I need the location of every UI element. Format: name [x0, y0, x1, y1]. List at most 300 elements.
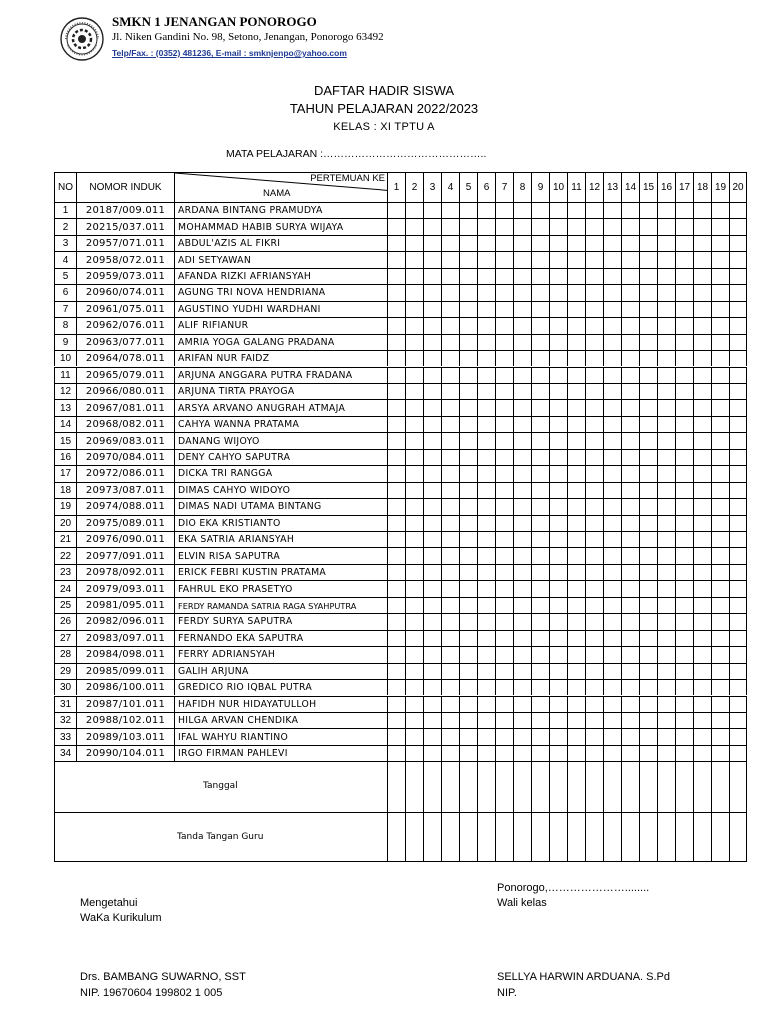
- attendance-cell[interactable]: [567, 317, 585, 333]
- attendance-cell[interactable]: [675, 432, 693, 448]
- attendance-cell[interactable]: [459, 367, 477, 383]
- attendance-cell[interactable]: [585, 696, 603, 712]
- footer-cell[interactable]: [495, 761, 513, 811]
- attendance-cell[interactable]: [459, 613, 477, 629]
- attendance-cell[interactable]: [387, 646, 405, 662]
- attendance-cell[interactable]: [567, 646, 585, 662]
- attendance-cell[interactable]: [657, 728, 675, 744]
- attendance-cell[interactable]: [639, 515, 657, 531]
- attendance-cell[interactable]: [567, 728, 585, 744]
- attendance-cell[interactable]: [711, 432, 729, 448]
- footer-cell[interactable]: [531, 812, 549, 862]
- attendance-cell[interactable]: [405, 745, 423, 761]
- attendance-cell[interactable]: [531, 432, 549, 448]
- attendance-cell[interactable]: [603, 367, 621, 383]
- attendance-cell[interactable]: [387, 498, 405, 514]
- attendance-cell[interactable]: [549, 712, 567, 728]
- footer-cell[interactable]: [531, 761, 549, 811]
- attendance-cell[interactable]: [477, 745, 495, 761]
- attendance-cell[interactable]: [531, 301, 549, 317]
- attendance-cell[interactable]: [657, 251, 675, 267]
- attendance-cell[interactable]: [423, 630, 441, 646]
- attendance-cell[interactable]: [531, 202, 549, 218]
- attendance-cell[interactable]: [567, 268, 585, 284]
- footer-cell[interactable]: [621, 761, 639, 811]
- attendance-cell[interactable]: [405, 383, 423, 399]
- attendance-cell[interactable]: [675, 696, 693, 712]
- attendance-cell[interactable]: [549, 202, 567, 218]
- attendance-cell[interactable]: [387, 251, 405, 267]
- attendance-cell[interactable]: [387, 465, 405, 481]
- attendance-cell[interactable]: [729, 613, 747, 629]
- attendance-cell[interactable]: [603, 449, 621, 465]
- attendance-cell[interactable]: [477, 712, 495, 728]
- attendance-cell[interactable]: [675, 547, 693, 563]
- attendance-cell[interactable]: [675, 630, 693, 646]
- attendance-cell[interactable]: [405, 630, 423, 646]
- attendance-cell[interactable]: [621, 334, 639, 350]
- attendance-cell[interactable]: [603, 251, 621, 267]
- attendance-cell[interactable]: [603, 202, 621, 218]
- attendance-cell[interactable]: [549, 218, 567, 234]
- attendance-cell[interactable]: [657, 547, 675, 563]
- attendance-cell[interactable]: [477, 301, 495, 317]
- attendance-cell[interactable]: [423, 202, 441, 218]
- attendance-cell[interactable]: [531, 515, 549, 531]
- attendance-cell[interactable]: [729, 416, 747, 432]
- attendance-cell[interactable]: [603, 564, 621, 580]
- attendance-cell[interactable]: [603, 235, 621, 251]
- attendance-cell[interactable]: [621, 399, 639, 415]
- attendance-cell[interactable]: [387, 482, 405, 498]
- attendance-cell[interactable]: [729, 301, 747, 317]
- attendance-cell[interactable]: [477, 367, 495, 383]
- attendance-cell[interactable]: [675, 531, 693, 547]
- attendance-cell[interactable]: [423, 432, 441, 448]
- attendance-cell[interactable]: [531, 399, 549, 415]
- attendance-cell[interactable]: [477, 613, 495, 629]
- attendance-cell[interactable]: [729, 317, 747, 333]
- attendance-cell[interactable]: [549, 728, 567, 744]
- attendance-cell[interactable]: [603, 630, 621, 646]
- attendance-cell[interactable]: [549, 284, 567, 300]
- attendance-cell[interactable]: [603, 301, 621, 317]
- attendance-cell[interactable]: [441, 696, 459, 712]
- attendance-cell[interactable]: [495, 498, 513, 514]
- attendance-cell[interactable]: [675, 613, 693, 629]
- attendance-cell[interactable]: [495, 515, 513, 531]
- attendance-cell[interactable]: [693, 728, 711, 744]
- footer-cell[interactable]: [585, 761, 603, 811]
- attendance-cell[interactable]: [459, 564, 477, 580]
- attendance-cell[interactable]: [729, 547, 747, 563]
- attendance-cell[interactable]: [693, 531, 711, 547]
- attendance-cell[interactable]: [459, 515, 477, 531]
- attendance-cell[interactable]: [729, 367, 747, 383]
- attendance-cell[interactable]: [441, 630, 459, 646]
- attendance-cell[interactable]: [693, 515, 711, 531]
- attendance-cell[interactable]: [693, 547, 711, 563]
- attendance-cell[interactable]: [477, 531, 495, 547]
- attendance-cell[interactable]: [405, 679, 423, 695]
- attendance-cell[interactable]: [531, 367, 549, 383]
- attendance-cell[interactable]: [441, 646, 459, 662]
- attendance-cell[interactable]: [549, 745, 567, 761]
- attendance-cell[interactable]: [621, 696, 639, 712]
- attendance-cell[interactable]: [693, 564, 711, 580]
- attendance-cell[interactable]: [513, 399, 531, 415]
- attendance-cell[interactable]: [621, 367, 639, 383]
- attendance-cell[interactable]: [729, 350, 747, 366]
- attendance-cell[interactable]: [603, 465, 621, 481]
- attendance-cell[interactable]: [567, 597, 585, 613]
- attendance-cell[interactable]: [513, 482, 531, 498]
- attendance-cell[interactable]: [639, 630, 657, 646]
- attendance-cell[interactable]: [693, 432, 711, 448]
- attendance-cell[interactable]: [639, 580, 657, 596]
- attendance-cell[interactable]: [495, 630, 513, 646]
- attendance-cell[interactable]: [549, 317, 567, 333]
- attendance-cell[interactable]: [567, 251, 585, 267]
- attendance-cell[interactable]: [549, 432, 567, 448]
- attendance-cell[interactable]: [729, 696, 747, 712]
- attendance-cell[interactable]: [459, 696, 477, 712]
- footer-cell[interactable]: [729, 812, 747, 862]
- attendance-cell[interactable]: [495, 745, 513, 761]
- attendance-cell[interactable]: [639, 251, 657, 267]
- attendance-cell[interactable]: [405, 202, 423, 218]
- attendance-cell[interactable]: [639, 268, 657, 284]
- attendance-cell[interactable]: [693, 580, 711, 596]
- footer-cell[interactable]: [711, 812, 729, 862]
- attendance-cell[interactable]: [549, 268, 567, 284]
- attendance-cell[interactable]: [603, 432, 621, 448]
- attendance-cell[interactable]: [459, 202, 477, 218]
- attendance-cell[interactable]: [729, 515, 747, 531]
- attendance-cell[interactable]: [459, 465, 477, 481]
- attendance-cell[interactable]: [531, 482, 549, 498]
- attendance-cell[interactable]: [423, 712, 441, 728]
- attendance-cell[interactable]: [459, 268, 477, 284]
- attendance-cell[interactable]: [585, 646, 603, 662]
- attendance-cell[interactable]: [531, 679, 549, 695]
- attendance-cell[interactable]: [531, 580, 549, 596]
- attendance-cell[interactable]: [441, 564, 459, 580]
- attendance-cell[interactable]: [585, 630, 603, 646]
- attendance-cell[interactable]: [441, 268, 459, 284]
- attendance-cell[interactable]: [477, 399, 495, 415]
- attendance-cell[interactable]: [513, 317, 531, 333]
- attendance-cell[interactable]: [477, 482, 495, 498]
- attendance-cell[interactable]: [405, 268, 423, 284]
- attendance-cell[interactable]: [531, 465, 549, 481]
- attendance-cell[interactable]: [567, 696, 585, 712]
- attendance-cell[interactable]: [531, 235, 549, 251]
- attendance-cell[interactable]: [459, 251, 477, 267]
- attendance-cell[interactable]: [387, 399, 405, 415]
- attendance-cell[interactable]: [729, 580, 747, 596]
- attendance-cell[interactable]: [657, 218, 675, 234]
- attendance-cell[interactable]: [657, 630, 675, 646]
- attendance-cell[interactable]: [495, 449, 513, 465]
- attendance-cell[interactable]: [621, 383, 639, 399]
- attendance-cell[interactable]: [693, 745, 711, 761]
- attendance-cell[interactable]: [405, 350, 423, 366]
- attendance-cell[interactable]: [639, 416, 657, 432]
- attendance-cell[interactable]: [657, 531, 675, 547]
- attendance-cell[interactable]: [387, 663, 405, 679]
- attendance-cell[interactable]: [387, 580, 405, 596]
- footer-cell[interactable]: [693, 812, 711, 862]
- attendance-cell[interactable]: [441, 350, 459, 366]
- attendance-cell[interactable]: [639, 350, 657, 366]
- attendance-cell[interactable]: [441, 202, 459, 218]
- attendance-cell[interactable]: [513, 218, 531, 234]
- attendance-cell[interactable]: [495, 399, 513, 415]
- footer-cell[interactable]: [423, 761, 441, 811]
- attendance-cell[interactable]: [405, 547, 423, 563]
- footer-cell[interactable]: [513, 761, 531, 811]
- attendance-cell[interactable]: [477, 449, 495, 465]
- attendance-cell[interactable]: [405, 235, 423, 251]
- attendance-cell[interactable]: [513, 547, 531, 563]
- attendance-cell[interactable]: [531, 663, 549, 679]
- attendance-cell[interactable]: [477, 202, 495, 218]
- attendance-cell[interactable]: [603, 482, 621, 498]
- attendance-cell[interactable]: [513, 334, 531, 350]
- attendance-cell[interactable]: [675, 202, 693, 218]
- attendance-cell[interactable]: [405, 515, 423, 531]
- attendance-cell[interactable]: [477, 679, 495, 695]
- attendance-cell[interactable]: [423, 284, 441, 300]
- attendance-cell[interactable]: [675, 268, 693, 284]
- attendance-cell[interactable]: [657, 350, 675, 366]
- attendance-cell[interactable]: [549, 350, 567, 366]
- attendance-cell[interactable]: [657, 334, 675, 350]
- attendance-cell[interactable]: [693, 367, 711, 383]
- attendance-cell[interactable]: [621, 515, 639, 531]
- attendance-cell[interactable]: [639, 432, 657, 448]
- attendance-cell[interactable]: [387, 745, 405, 761]
- attendance-cell[interactable]: [567, 498, 585, 514]
- attendance-cell[interactable]: [405, 580, 423, 596]
- attendance-cell[interactable]: [603, 696, 621, 712]
- attendance-cell[interactable]: [513, 301, 531, 317]
- attendance-cell[interactable]: [603, 284, 621, 300]
- attendance-cell[interactable]: [441, 399, 459, 415]
- attendance-cell[interactable]: [459, 712, 477, 728]
- attendance-cell[interactable]: [567, 432, 585, 448]
- attendance-cell[interactable]: [387, 613, 405, 629]
- attendance-cell[interactable]: [387, 334, 405, 350]
- attendance-cell[interactable]: [675, 498, 693, 514]
- attendance-cell[interactable]: [495, 432, 513, 448]
- attendance-cell[interactable]: [405, 218, 423, 234]
- attendance-cell[interactable]: [477, 580, 495, 596]
- attendance-cell[interactable]: [441, 465, 459, 481]
- attendance-cell[interactable]: [693, 449, 711, 465]
- attendance-cell[interactable]: [657, 646, 675, 662]
- attendance-cell[interactable]: [675, 597, 693, 613]
- attendance-cell[interactable]: [549, 547, 567, 563]
- attendance-cell[interactable]: [621, 663, 639, 679]
- attendance-cell[interactable]: [711, 268, 729, 284]
- attendance-cell[interactable]: [387, 350, 405, 366]
- attendance-cell[interactable]: [567, 383, 585, 399]
- attendance-cell[interactable]: [459, 646, 477, 662]
- attendance-cell[interactable]: [711, 449, 729, 465]
- attendance-cell[interactable]: [549, 301, 567, 317]
- attendance-cell[interactable]: [639, 465, 657, 481]
- attendance-cell[interactable]: [585, 449, 603, 465]
- attendance-cell[interactable]: [675, 465, 693, 481]
- attendance-cell[interactable]: [441, 745, 459, 761]
- attendance-cell[interactable]: [477, 383, 495, 399]
- footer-cell[interactable]: [567, 761, 585, 811]
- footer-cell[interactable]: [495, 812, 513, 862]
- attendance-cell[interactable]: [729, 679, 747, 695]
- attendance-cell[interactable]: [639, 284, 657, 300]
- attendance-cell[interactable]: [477, 416, 495, 432]
- footer-cell[interactable]: [477, 761, 495, 811]
- attendance-cell[interactable]: [603, 663, 621, 679]
- attendance-cell[interactable]: [441, 515, 459, 531]
- attendance-cell[interactable]: [531, 564, 549, 580]
- attendance-cell[interactable]: [423, 317, 441, 333]
- attendance-cell[interactable]: [441, 679, 459, 695]
- attendance-cell[interactable]: [711, 663, 729, 679]
- attendance-cell[interactable]: [657, 399, 675, 415]
- attendance-cell[interactable]: [657, 679, 675, 695]
- attendance-cell[interactable]: [639, 235, 657, 251]
- attendance-cell[interactable]: [549, 383, 567, 399]
- attendance-cell[interactable]: [585, 547, 603, 563]
- attendance-cell[interactable]: [513, 251, 531, 267]
- attendance-cell[interactable]: [603, 728, 621, 744]
- attendance-cell[interactable]: [531, 728, 549, 744]
- attendance-cell[interactable]: [621, 235, 639, 251]
- attendance-cell[interactable]: [477, 630, 495, 646]
- attendance-cell[interactable]: [387, 301, 405, 317]
- attendance-cell[interactable]: [387, 432, 405, 448]
- attendance-cell[interactable]: [423, 597, 441, 613]
- attendance-cell[interactable]: [513, 235, 531, 251]
- attendance-cell[interactable]: [459, 334, 477, 350]
- attendance-cell[interactable]: [459, 383, 477, 399]
- attendance-cell[interactable]: [495, 416, 513, 432]
- attendance-cell[interactable]: [495, 679, 513, 695]
- footer-cell[interactable]: [711, 761, 729, 811]
- footer-cell[interactable]: [603, 761, 621, 811]
- footer-cell[interactable]: [621, 812, 639, 862]
- attendance-cell[interactable]: [603, 383, 621, 399]
- attendance-cell[interactable]: [405, 613, 423, 629]
- attendance-cell[interactable]: [693, 613, 711, 629]
- attendance-cell[interactable]: [567, 482, 585, 498]
- attendance-cell[interactable]: [675, 367, 693, 383]
- attendance-cell[interactable]: [675, 449, 693, 465]
- attendance-cell[interactable]: [639, 745, 657, 761]
- attendance-cell[interactable]: [423, 350, 441, 366]
- attendance-cell[interactable]: [621, 745, 639, 761]
- attendance-cell[interactable]: [585, 482, 603, 498]
- attendance-cell[interactable]: [603, 334, 621, 350]
- attendance-cell[interactable]: [603, 712, 621, 728]
- attendance-cell[interactable]: [603, 613, 621, 629]
- attendance-cell[interactable]: [639, 547, 657, 563]
- attendance-cell[interactable]: [531, 498, 549, 514]
- attendance-cell[interactable]: [603, 498, 621, 514]
- attendance-cell[interactable]: [585, 745, 603, 761]
- attendance-cell[interactable]: [441, 449, 459, 465]
- footer-cell[interactable]: [459, 761, 477, 811]
- footer-cell[interactable]: [675, 812, 693, 862]
- attendance-cell[interactable]: [603, 679, 621, 695]
- attendance-cell[interactable]: [495, 531, 513, 547]
- attendance-cell[interactable]: [387, 449, 405, 465]
- footer-cell[interactable]: [603, 812, 621, 862]
- attendance-cell[interactable]: [441, 251, 459, 267]
- attendance-cell[interactable]: [495, 613, 513, 629]
- attendance-cell[interactable]: [477, 696, 495, 712]
- attendance-cell[interactable]: [441, 416, 459, 432]
- attendance-cell[interactable]: [675, 515, 693, 531]
- attendance-cell[interactable]: [549, 531, 567, 547]
- attendance-cell[interactable]: [675, 679, 693, 695]
- attendance-cell[interactable]: [495, 547, 513, 563]
- attendance-cell[interactable]: [423, 728, 441, 744]
- attendance-cell[interactable]: [513, 712, 531, 728]
- attendance-cell[interactable]: [495, 301, 513, 317]
- attendance-cell[interactable]: [477, 498, 495, 514]
- attendance-cell[interactable]: [675, 712, 693, 728]
- attendance-cell[interactable]: [531, 350, 549, 366]
- attendance-cell[interactable]: [387, 218, 405, 234]
- attendance-cell[interactable]: [477, 284, 495, 300]
- attendance-cell[interactable]: [693, 383, 711, 399]
- footer-cell[interactable]: [729, 761, 747, 811]
- attendance-cell[interactable]: [603, 218, 621, 234]
- attendance-cell[interactable]: [693, 646, 711, 662]
- attendance-cell[interactable]: [657, 515, 675, 531]
- attendance-cell[interactable]: [477, 728, 495, 744]
- attendance-cell[interactable]: [549, 597, 567, 613]
- attendance-cell[interactable]: [513, 564, 531, 580]
- attendance-cell[interactable]: [549, 696, 567, 712]
- attendance-cell[interactable]: [405, 284, 423, 300]
- attendance-cell[interactable]: [621, 350, 639, 366]
- attendance-cell[interactable]: [549, 498, 567, 514]
- attendance-cell[interactable]: [657, 696, 675, 712]
- attendance-cell[interactable]: [675, 317, 693, 333]
- attendance-cell[interactable]: [603, 547, 621, 563]
- footer-cell[interactable]: [387, 761, 405, 811]
- attendance-cell[interactable]: [441, 728, 459, 744]
- attendance-cell[interactable]: [657, 235, 675, 251]
- attendance-cell[interactable]: [711, 613, 729, 629]
- attendance-cell[interactable]: [441, 597, 459, 613]
- attendance-cell[interactable]: [513, 646, 531, 662]
- attendance-cell[interactable]: [567, 202, 585, 218]
- attendance-cell[interactable]: [459, 580, 477, 596]
- attendance-cell[interactable]: [567, 416, 585, 432]
- attendance-cell[interactable]: [585, 235, 603, 251]
- attendance-cell[interactable]: [675, 728, 693, 744]
- attendance-cell[interactable]: [567, 663, 585, 679]
- attendance-cell[interactable]: [567, 334, 585, 350]
- attendance-cell[interactable]: [675, 646, 693, 662]
- attendance-cell[interactable]: [585, 416, 603, 432]
